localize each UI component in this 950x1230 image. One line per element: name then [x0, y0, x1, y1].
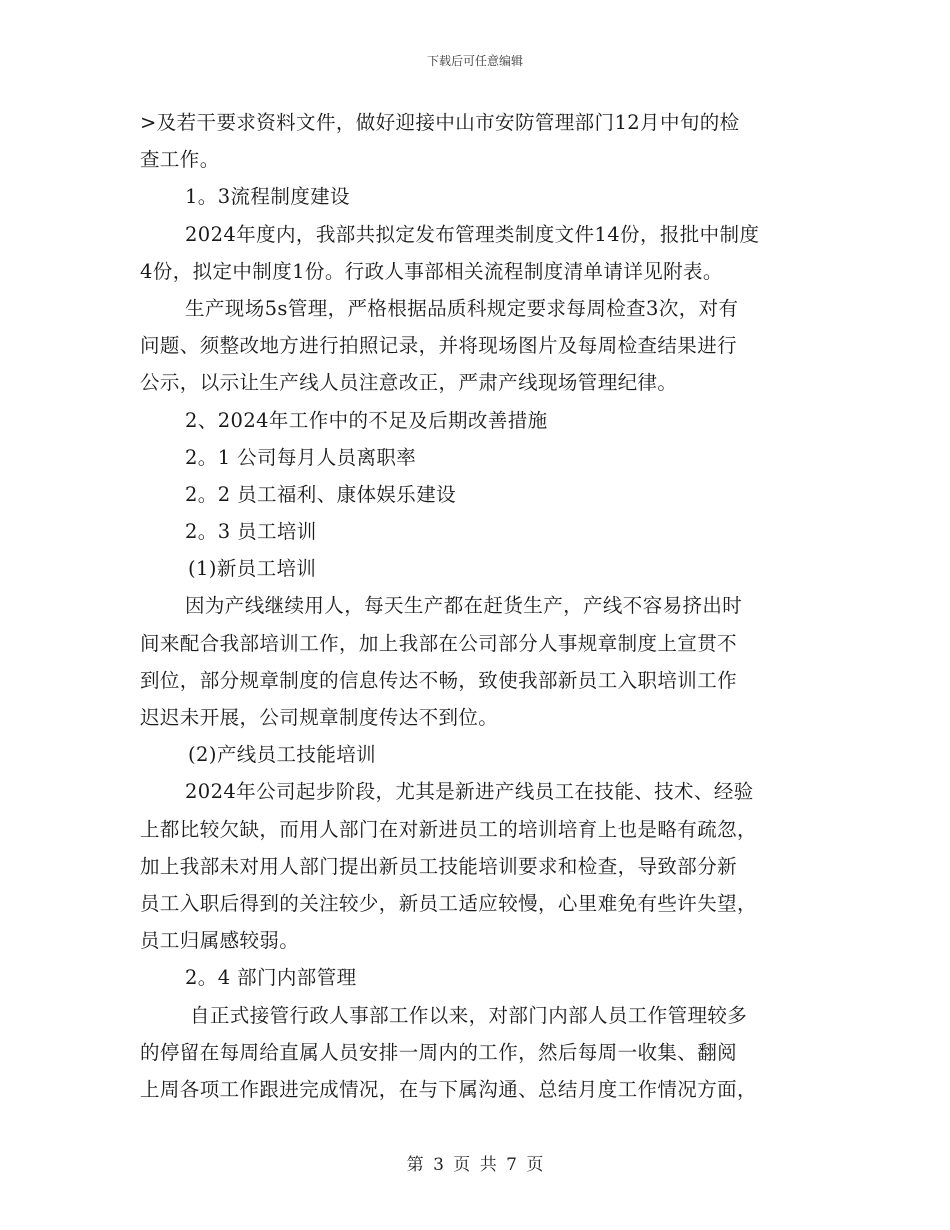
- subsection-heading: (2)产线员工技能培训: [188, 743, 377, 767]
- paragraph-line: 4份，拟定中制度1份。行政人事部相关流程制度清单请详见附表。: [140, 259, 723, 283]
- paragraph-line: 公示，以示让生产线人员注意改正，严肃产线现场管理纪律。: [140, 371, 678, 395]
- page-header: 下载后可任意编辑: [426, 54, 523, 68]
- section-heading: 1。3流程制度建设: [185, 185, 350, 209]
- section-heading: 2、2024年工作中的不足及后期改善措施: [185, 408, 548, 432]
- paragraph-line: 加上我部未对用人部门提出新员工技能培训要求和检查，导致部分新: [140, 854, 738, 878]
- paragraph-line: 到位，部分规章制度的信息传达不畅，致使我部新员工入职培训工作: [140, 668, 738, 692]
- paragraph-line: 员工入职后得到的关注较少，新员工适应较慢，心里难免有些许失望，: [140, 891, 757, 915]
- paragraph-line: >及若干要求资料文件，做好迎接中山市安防管理部门12月中旬的检: [140, 111, 740, 134]
- paragraph-line: 生产现场5s管理，严格根据品质科规定要求每周检查3次，对有: [185, 296, 739, 320]
- paragraph-line: 因为产线继续用人，每天生产都在赶货生产，产线不容易挤出时: [185, 594, 743, 618]
- paragraph-line: 的停留在每周给直属人员安排一周内的工作，然后每周一收集、翻阅: [140, 1040, 738, 1064]
- paragraph-line: 间来配合我部培训工作，加上我部在公司部分人事规章制度上宣贯不: [140, 631, 738, 655]
- paragraph-line: 迟迟未开展，公司规章制度传达不到位。: [140, 706, 499, 729]
- paragraph-line: 员工归属感较弱。: [140, 929, 300, 953]
- section-heading: 2。3 员工培训: [185, 520, 317, 544]
- paragraph-line: 问题、须整改地方进行拍照记录，并将现场图片及每周检查结果进行: [140, 334, 738, 358]
- document-body: [140, 104, 810, 1108]
- paragraph-line: 自正式接管行政人事部工作以来，对部门内部人员工作管理较多: [190, 1003, 748, 1027]
- paragraph-line: 上周各项工作跟进完成情况，在与下属沟通、总结月度工作情况方面，: [140, 1077, 757, 1101]
- subsection-heading: (1)新员工培训: [188, 557, 317, 581]
- page-number: 第 3 页 共 7 页: [406, 1155, 544, 1175]
- section-heading: 2。1 公司每月人员离职率: [185, 445, 417, 469]
- paragraph-line: 2024年度内，我部共拟定发布管理类制度文件14份，报批中制度: [185, 222, 760, 246]
- paragraph-line: 2024年公司起步阶段，尤其是新进产线员工在技能、技术、经验: [185, 780, 754, 804]
- section-heading: 2。2 员工福利、康体娱乐建设: [185, 482, 457, 506]
- section-heading: 2。4 部门内部管理: [185, 966, 357, 990]
- paragraph-line: 上都比较欠缺，而用人部门在对新进员工的培训培育上也是略有疏忽，: [140, 817, 757, 841]
- paragraph-line: 查工作。: [140, 148, 220, 172]
